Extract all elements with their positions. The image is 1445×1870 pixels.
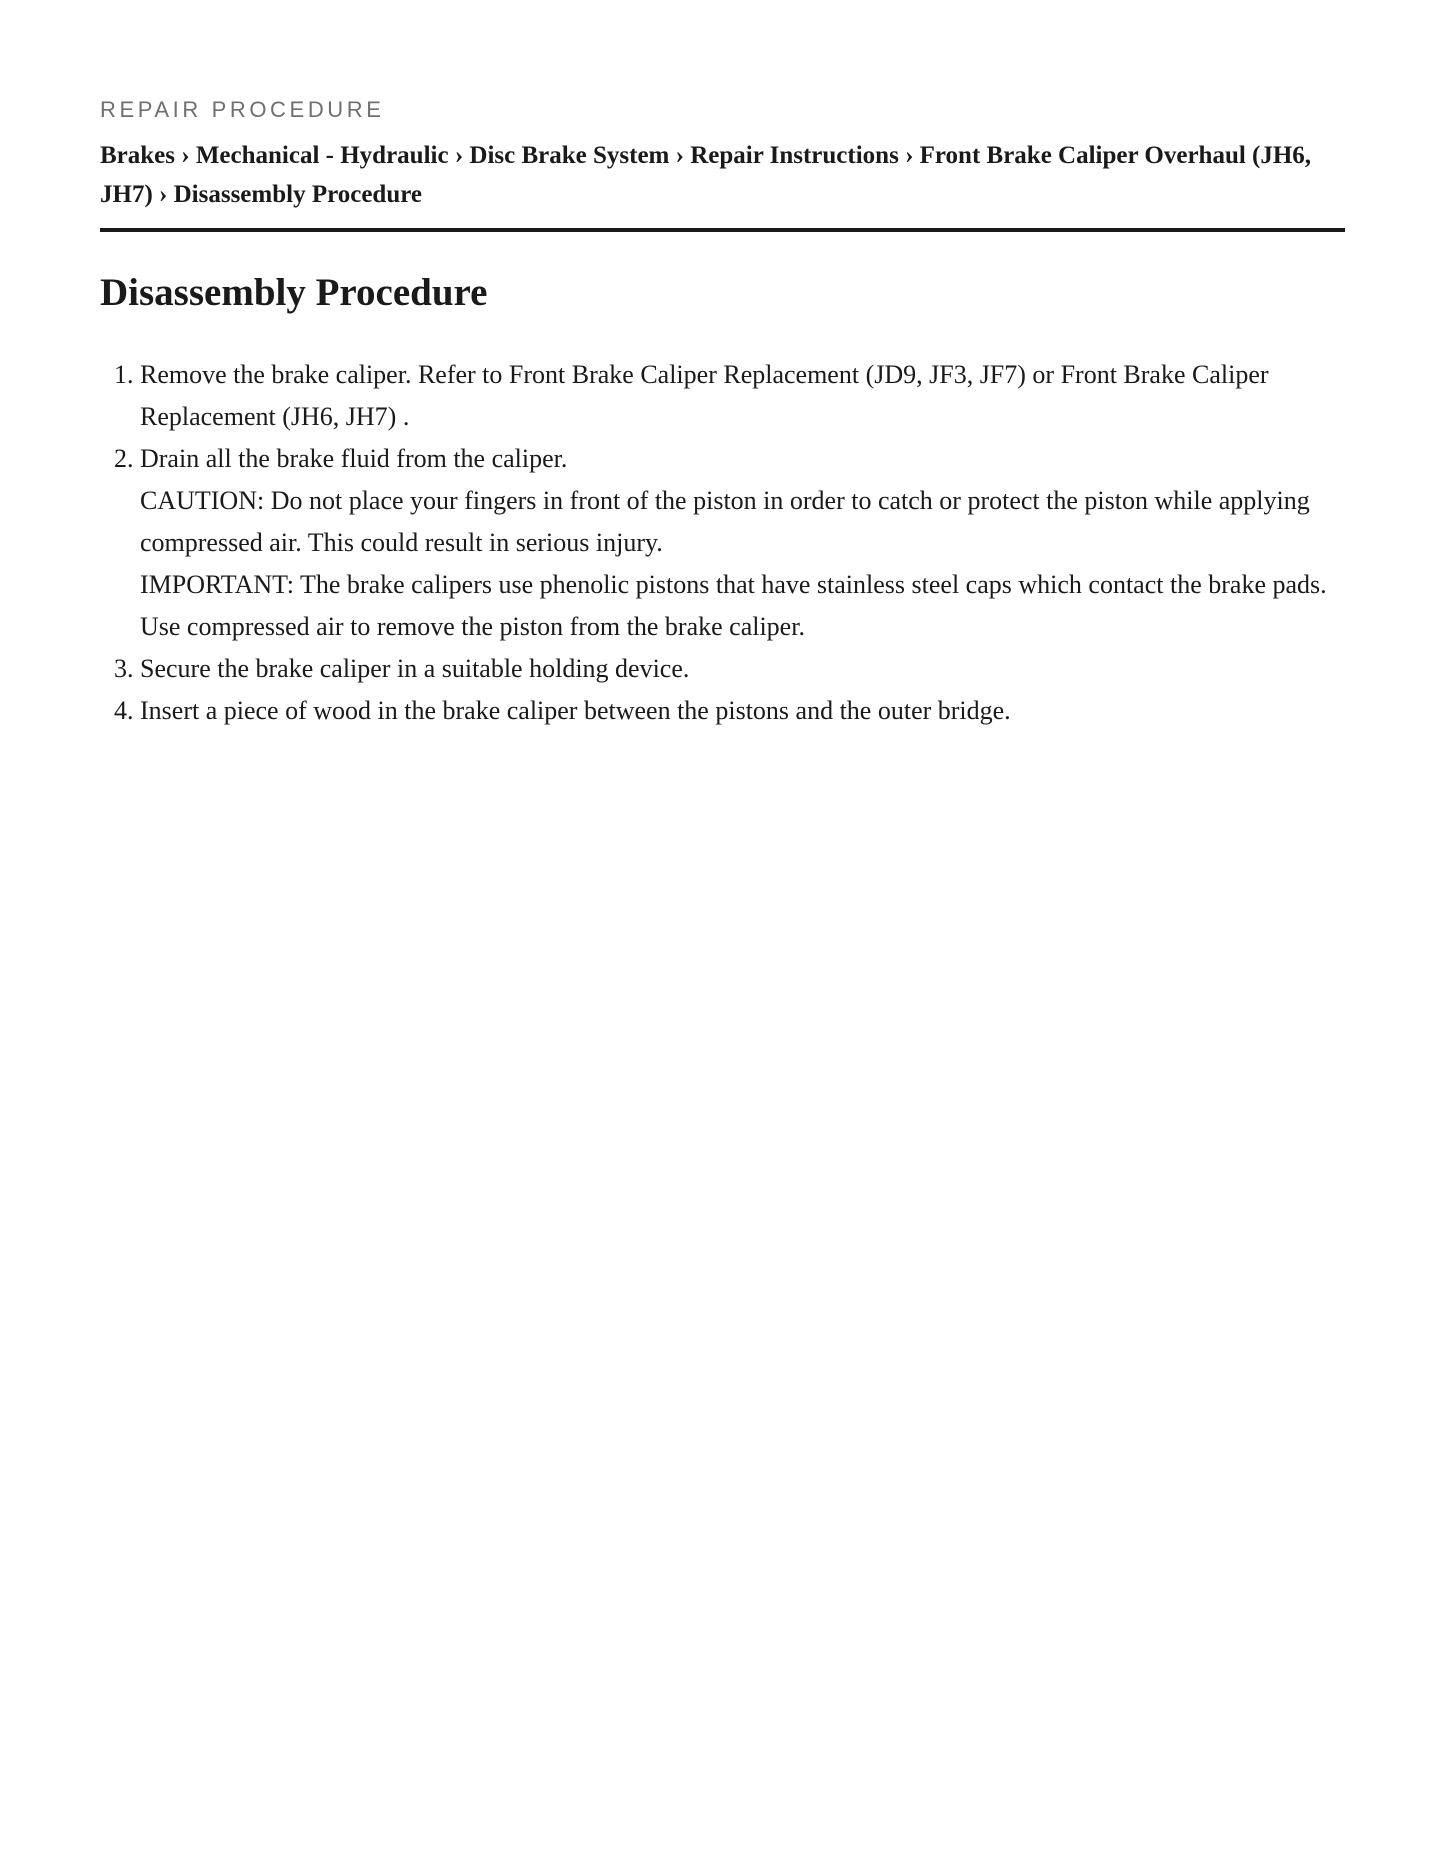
breadcrumb-item[interactable]: Disc Brake System bbox=[469, 142, 670, 169]
breadcrumb-separator: › bbox=[454, 142, 470, 169]
step-text: Drain all the brake fluid from the caliper. bbox=[140, 444, 568, 473]
breadcrumb-item[interactable]: Front Brake Caliper Overhaul (JH6, JH7) bbox=[100, 142, 1312, 208]
document-page bbox=[100, 0, 1345, 732]
important-note: IMPORTANT: The brake calipers use phenolic pistons that have stainless steel caps which contact the brake pads. Use compressed air to remove the piston from the brake caliper. bbox=[140, 570, 1327, 641]
breadcrumb-separator: › bbox=[181, 142, 196, 169]
section-eyebrow: REPAIR PROCEDURE bbox=[100, 97, 385, 122]
step-text: Remove the brake caliper. Refer to Front Brake Caliper Replacement (JD9, JF3, JF7) or Front Brake Caliper Replacement (JH6, JH7) . bbox=[140, 360, 1269, 431]
page-title: Disassembly Procedure bbox=[100, 271, 488, 314]
breadcrumb-item[interactable]: Mechanical - Hydraulic bbox=[195, 142, 449, 169]
step-text: Secure the brake caliper in a suitable holding device. bbox=[140, 654, 690, 683]
step-text: Insert a piece of wood in the brake caliper between the pistons and the outer bridge. bbox=[140, 696, 1011, 725]
breadcrumb-separator: › bbox=[159, 181, 174, 208]
step-item bbox=[140, 648, 1345, 690]
header-divider bbox=[100, 228, 1345, 232]
caution-note: CAUTION: Do not place your fingers in front of the piston in order to catch or protect the piston while applying compressed air. This could result in serious injury. bbox=[140, 486, 1310, 557]
step-item bbox=[140, 354, 1345, 438]
breadcrumb-current: Disassembly Procedure bbox=[173, 181, 422, 208]
breadcrumb-item[interactable]: Brakes bbox=[100, 142, 175, 169]
procedure-steps bbox=[100, 354, 1345, 732]
step-item bbox=[140, 438, 1345, 648]
breadcrumb-separator: › bbox=[905, 142, 920, 169]
breadcrumb-item[interactable]: Repair Instructions bbox=[690, 142, 899, 169]
step-item bbox=[140, 690, 1345, 732]
breadcrumb-separator: › bbox=[675, 142, 691, 169]
breadcrumb bbox=[100, 136, 1345, 214]
